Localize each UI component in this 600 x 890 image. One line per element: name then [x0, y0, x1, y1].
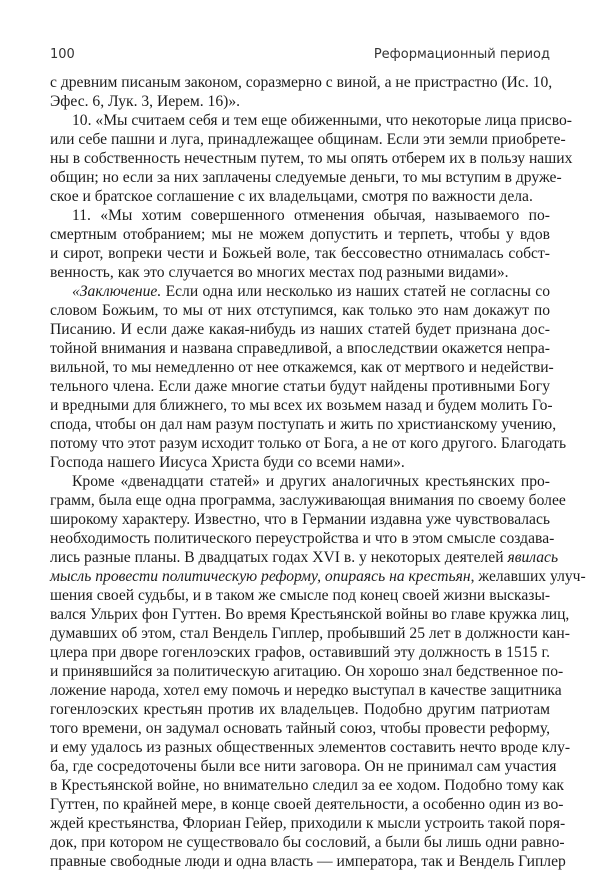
- text-segment: лись разные планы. В двадцатых годах XVI в. у некоторых деятелей: [50, 549, 508, 566]
- text-segment: ба, где сосредоточены были все нити заговора. Он не принимал сам участия: [50, 758, 557, 775]
- text-segment: Кроме «двенадцати статей» и других аналогичных крестьянских про-: [72, 473, 550, 490]
- text-segment: и сирот, вопреки чести и Божьей воле, так бессовестно отнималась собст-: [50, 245, 550, 262]
- text-segment: , желавших улуч-: [470, 568, 586, 585]
- text-line: [50, 168, 562, 187]
- text-segment: широкому характеру. Известно, что в Германии издавна уже чувствовалась: [50, 511, 550, 528]
- text-segment: ское и братское соглашение с их владельцами, смотря по важности дела.: [50, 188, 533, 205]
- text-line: [50, 472, 550, 491]
- text-line: [50, 567, 586, 586]
- text-segment: 11. «Мы хотим совершенного отменения обычая, называемого по-: [72, 207, 550, 224]
- text-segment: и ему удалось из разных общественных элементов составить нечто вроде клу-: [50, 739, 571, 756]
- text-line: [50, 396, 553, 415]
- paragraph: [50, 73, 553, 111]
- text-line: [50, 453, 550, 472]
- paragraph: [50, 282, 567, 472]
- text-line: [50, 244, 550, 263]
- text-line: [50, 358, 554, 377]
- paragraph: [50, 472, 586, 871]
- italic-text: явилась: [507, 549, 559, 566]
- text-line: [50, 130, 566, 149]
- text-line: [50, 681, 562, 700]
- text-segment: тельного члена. Если даже многие статьи будут найдены противными Богу: [50, 378, 550, 395]
- paragraph: [50, 111, 573, 206]
- text-line: [50, 320, 550, 339]
- text-line: [50, 548, 559, 567]
- text-segment: потому что этот разум исходит только от Бога, а не от кого другого. Благодать: [50, 435, 567, 452]
- text-segment: венность, как это случается во многих местах под разными видами».: [50, 264, 509, 281]
- text-segment: Господа нашего Иисуса Христа буди со всеми нами».: [50, 454, 405, 471]
- text-line: [50, 586, 550, 605]
- text-segment: Если одна или несколько из наших статей не согласны со: [161, 283, 550, 300]
- text-line: [50, 415, 557, 434]
- text-line: [50, 111, 572, 130]
- text-line: [50, 491, 566, 510]
- italic-text: мысль провести политическую реформу, опираясь на крестьян: [50, 568, 471, 585]
- page-number: 100: [50, 47, 75, 62]
- text-segment: грамм, была еще одна программа, заслуживающая внимания по своему более: [50, 492, 566, 509]
- text-segment: необходимость политического переустройства и что в этом смысле создава-: [50, 530, 555, 547]
- text-segment: шения своей судьбы, и в таком же смысле под конец своей жизни высказы-: [50, 587, 551, 604]
- text-line: [50, 529, 555, 548]
- text-line: [50, 434, 567, 453]
- text-segment: правные свободные люди и одна власть — императора, так и Вендель Гиплер: [50, 853, 566, 870]
- italic-text: «Заключение.: [72, 283, 162, 300]
- text-segment: Эфес. 6, Лук. 3, Иерем. 16)».: [50, 93, 241, 110]
- text-segment: ны в собственность нечестным путем, то мы опять отберем их в пользу наших: [50, 150, 573, 167]
- text-segment: цлера при дворе гогенлоэских графов, оставивший эту должность в 1515 г.: [50, 644, 550, 661]
- text-segment: вильной, то мы немедленно от нее откажемся, как от мертвого и недействи-: [50, 359, 554, 376]
- text-segment: с древним писаным законом, соразмерно с виной, а не пристрастно (Ис. 10,: [50, 74, 553, 91]
- paragraph: [50, 206, 550, 282]
- text-line: [50, 795, 564, 814]
- text-segment: Писанию. И если даже какая-нибудь из наших статей будет признана дос-: [50, 321, 550, 338]
- text-line: [50, 662, 564, 681]
- text-line: [50, 301, 550, 320]
- text-line: [50, 738, 571, 757]
- text-segment: и вредными для ближнего, то мы всех их возьмем назад и будем молить Го-: [50, 397, 553, 414]
- text-line: [50, 377, 550, 396]
- text-segment: 10. «Мы считаем себя и тем еще обиженными, что некоторые лица присво-: [72, 112, 572, 129]
- text-line: [50, 149, 573, 168]
- text-segment: думавших об этом, стал Вендель Гиплер, пробывший 25 лет в должности кан-: [50, 625, 570, 642]
- text-line: [50, 700, 550, 719]
- text-segment: Гуттен, по крайней мере, в конце своей деятельности, а особенно один из во-: [50, 796, 564, 813]
- text-line: [50, 776, 564, 795]
- text-line: [50, 282, 550, 301]
- text-line: [50, 643, 550, 662]
- text-line: [50, 605, 570, 624]
- text-segment: гогенлоэских крестьян против их владельцев. Подобно другим патриотам: [50, 701, 550, 718]
- text-line: [50, 339, 550, 358]
- text-segment: или себе пашни и луга, принадлежащее общинам. Если эти земли приобрете-: [50, 131, 566, 148]
- running-title: Реформационный период: [373, 47, 550, 62]
- running-header: [50, 47, 550, 67]
- body-text: [50, 73, 586, 871]
- text-segment: словом Божьим, то мы от них отступимся, как только это нам докажут по: [50, 302, 550, 319]
- text-segment: общин; но если за них заплачены следуемые деньги, то мы вступим в друже-: [50, 169, 562, 186]
- text-line: [50, 719, 550, 738]
- text-segment: тойной внимания и названа справедливой, а впоследствии окажется непра-: [50, 340, 550, 357]
- text-segment: вался Ульрих фон Гуттен. Во время Крестьянской войны во главе кружка лиц,: [50, 606, 570, 623]
- text-segment: спода, чтобы он дал нам разум поступать и жить по христианскому учению,: [50, 416, 557, 433]
- text-line: [50, 624, 570, 643]
- text-segment: смертным отобранием; мы не можем допустить и терпеть, чтобы у вдов: [50, 226, 550, 243]
- text-line: [50, 757, 557, 776]
- text-line: [50, 833, 565, 852]
- text-line: [50, 263, 550, 282]
- text-line: [50, 73, 553, 92]
- text-line: [50, 92, 550, 111]
- text-segment: того времени, он задумал основать тайный союз, чтобы провести реформу,: [50, 720, 550, 737]
- text-segment: в Крестьянской войне, но внимательно следил за ее ходом. Подобно тому как: [50, 777, 564, 794]
- text-line: [50, 852, 566, 871]
- text-line: [50, 206, 550, 225]
- text-segment: и принявшийся за политическую агитацию. Он хорошо знал бедственное по-: [50, 663, 564, 680]
- text-line: [50, 814, 566, 833]
- text-segment: ждей крестьянства, Флориан Гейер, приходили к мысли устроить такой поря-: [50, 815, 566, 832]
- text-segment: док, при котором не существовало бы сословий, а были бы лишь одни равно-: [50, 834, 565, 851]
- text-line: [50, 510, 550, 529]
- text-segment: ложение народа, хотел ему помочь и нередко выступал в качестве защитника: [50, 682, 562, 699]
- text-line: [50, 225, 550, 244]
- text-line: [50, 187, 550, 206]
